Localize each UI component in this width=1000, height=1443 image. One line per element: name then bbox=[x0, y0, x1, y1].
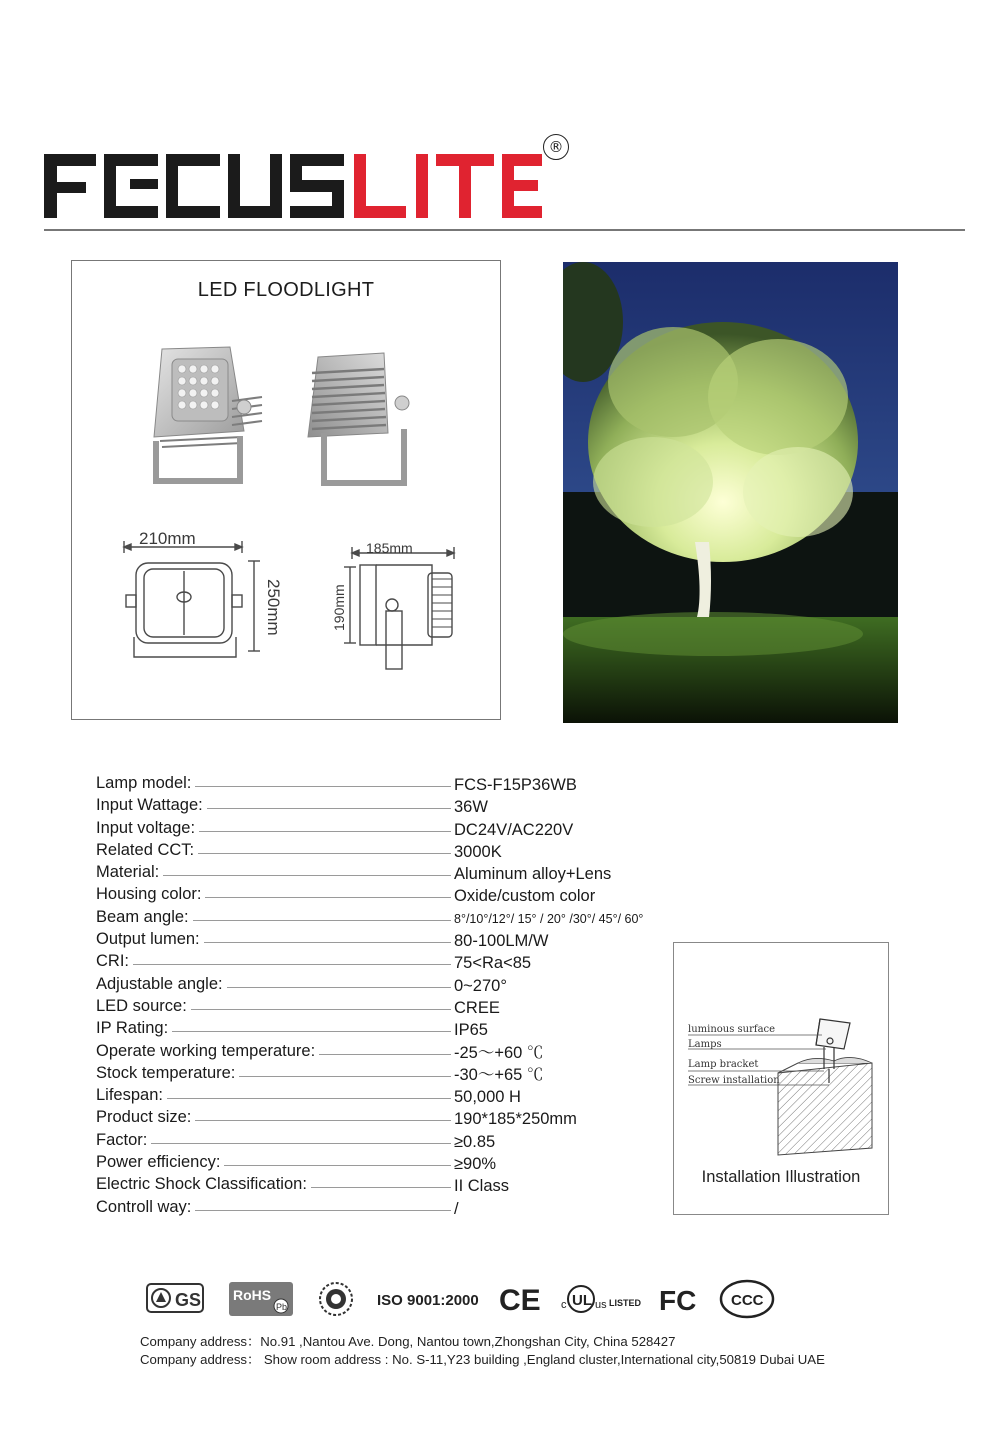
spec-label: CRI: bbox=[96, 950, 129, 972]
spec-label: LED source: bbox=[96, 995, 187, 1017]
spec-leader-line bbox=[163, 875, 451, 876]
label-luminous-surface: luminous surface bbox=[688, 1024, 776, 1035]
spec-label: Related CCT: bbox=[96, 839, 194, 861]
svg-text:GS: GS bbox=[175, 1290, 202, 1310]
spec-row bbox=[96, 772, 696, 794]
spec-label: Controll way: bbox=[96, 1196, 191, 1218]
spec-label: Electric Shock Classification: bbox=[96, 1173, 307, 1195]
installation-drawing bbox=[674, 943, 890, 1173]
spec-leader-line bbox=[199, 831, 451, 832]
rohs-label: RoHS bbox=[233, 1287, 272, 1303]
spec-leader-line bbox=[172, 1031, 451, 1032]
spec-row bbox=[96, 883, 696, 905]
spec-label: Input Wattage: bbox=[96, 794, 203, 816]
front-height-label: 250mm bbox=[264, 579, 283, 636]
spec-label: Adjustable angle: bbox=[96, 973, 223, 995]
ul-listed-label: LISTED bbox=[609, 1298, 642, 1308]
address-line-showroom: Company address： Show room address : No. S-11,Y23 building ,England cluster,International city,50819 Dubai UAE bbox=[140, 1352, 825, 1367]
front-width-label: 210mm bbox=[139, 529, 196, 548]
spec-value: Aluminum alloy+Lens bbox=[454, 865, 612, 884]
concrete-block bbox=[778, 1057, 872, 1155]
spec-leader-line bbox=[193, 920, 451, 921]
spec-value: 0~270° bbox=[454, 976, 507, 995]
spec-leader-line bbox=[195, 786, 451, 787]
spec-value: IP65 bbox=[454, 1021, 488, 1040]
spec-value: 80-100LM/W bbox=[454, 932, 549, 951]
spec-row bbox=[96, 995, 696, 1017]
installation-caption: Installation Illustration bbox=[701, 1168, 861, 1186]
spec-row bbox=[96, 950, 696, 972]
spec-row bbox=[96, 1196, 696, 1218]
spec-label: Beam angle: bbox=[96, 906, 189, 928]
spec-leader-line bbox=[204, 942, 451, 943]
registered-mark: ® bbox=[543, 134, 569, 160]
spec-row bbox=[96, 1040, 696, 1062]
spec-leader-line bbox=[151, 1143, 451, 1144]
spec-label: Lamp model: bbox=[96, 772, 191, 794]
spec-leader-line bbox=[319, 1054, 451, 1055]
spec-leader-line bbox=[227, 987, 451, 988]
rohs-mark-icon bbox=[229, 1282, 293, 1316]
spec-row bbox=[96, 817, 696, 839]
spec-row bbox=[96, 839, 696, 861]
ccc-label: CCC bbox=[731, 1292, 764, 1309]
rohs-pb-label: Pb bbox=[276, 1302, 288, 1312]
spec-value: II Class bbox=[454, 1177, 510, 1196]
spec-leader-line bbox=[311, 1187, 451, 1188]
panel-title: LED FLOODLIGHT bbox=[197, 279, 375, 301]
spec-label: Power efficiency: bbox=[96, 1151, 220, 1173]
fc-mark-icon: FC bbox=[659, 1285, 697, 1316]
spec-row bbox=[96, 1129, 696, 1151]
spec-row bbox=[96, 861, 696, 883]
spec-value: FCS-F15P36WB bbox=[454, 776, 577, 794]
spec-row bbox=[96, 794, 696, 816]
spec-leader-line bbox=[133, 964, 451, 965]
spec-value: Oxide/custom color bbox=[454, 887, 596, 906]
header-divider bbox=[44, 229, 965, 231]
spec-row bbox=[96, 1173, 696, 1195]
spec-leader-line bbox=[205, 897, 451, 898]
ul-listed-icon bbox=[561, 1286, 642, 1312]
front-dimension-drawing bbox=[124, 541, 260, 657]
application-photo bbox=[563, 262, 898, 723]
spec-row bbox=[96, 1084, 696, 1106]
side-dimension-drawing bbox=[344, 547, 454, 669]
spec-label: Operate working temperature: bbox=[96, 1040, 315, 1062]
spec-value: CREE bbox=[454, 998, 500, 1017]
spec-leader-line bbox=[239, 1076, 451, 1077]
ce-mark-icon: CE bbox=[499, 1284, 541, 1317]
ul-label: UL bbox=[572, 1292, 592, 1309]
label-lamps: Lamps bbox=[688, 1039, 722, 1050]
ccc-mark-icon bbox=[721, 1281, 773, 1317]
ul-us-label: us bbox=[595, 1299, 607, 1311]
spec-row bbox=[96, 973, 696, 995]
spec-value: -25～+60 ℃ bbox=[454, 1043, 544, 1062]
spec-leader-line bbox=[167, 1098, 451, 1099]
side-height-label: 190mm bbox=[331, 584, 347, 631]
spec-label: IP Rating: bbox=[96, 1017, 168, 1039]
label-lamp-bracket: Lamp bracket bbox=[688, 1059, 759, 1070]
focuslite-logo-mark bbox=[44, 150, 564, 225]
spec-label: Housing color: bbox=[96, 883, 201, 905]
spec-value: / bbox=[454, 1199, 459, 1218]
spec-label: Factor: bbox=[96, 1129, 147, 1151]
spec-value: DC24V/AC220V bbox=[454, 820, 574, 839]
spec-label: Lifespan: bbox=[96, 1084, 163, 1106]
spec-label: Product size: bbox=[96, 1106, 191, 1128]
company-address-footer bbox=[140, 1333, 880, 1369]
spec-leader-line bbox=[191, 1009, 451, 1010]
spec-value: -30～+65 ℃ bbox=[454, 1065, 544, 1084]
spec-value: 36W bbox=[454, 798, 488, 817]
spec-label: Input voltage: bbox=[96, 817, 195, 839]
spec-row bbox=[96, 1106, 696, 1128]
spec-value: ≥0.85 bbox=[454, 1132, 496, 1151]
spec-leader-line bbox=[198, 853, 451, 854]
spec-row bbox=[96, 1151, 696, 1173]
certification-logos bbox=[143, 1278, 783, 1320]
installation-illustration bbox=[673, 942, 889, 1215]
spec-row bbox=[96, 1017, 696, 1039]
cqc-seal-icon bbox=[320, 1283, 352, 1315]
spec-leader-line bbox=[195, 1120, 451, 1121]
lamp-back-render bbox=[308, 353, 409, 483]
spec-row bbox=[96, 1062, 696, 1084]
spec-value: 50,000 H bbox=[454, 1088, 521, 1107]
spec-value: 190*185*250mm bbox=[454, 1110, 577, 1129]
iso-9001-label: ISO 9001:2000 bbox=[377, 1292, 479, 1309]
spec-label: Material: bbox=[96, 861, 159, 883]
spec-value: 75<Ra<85 bbox=[454, 954, 532, 973]
spec-value: ≥90% bbox=[454, 1155, 497, 1174]
spec-value: 3000K bbox=[454, 842, 502, 861]
ul-c-label: c bbox=[561, 1299, 567, 1311]
address-line-factory: Company address：No.91 ,Nantou Ave. Dong, Nantou town,Zhongshan City, China 528427 bbox=[140, 1334, 676, 1349]
label-screw-installation: Screw installation bbox=[688, 1075, 780, 1086]
spec-leader-line bbox=[195, 1210, 451, 1211]
spec-value: 8°/10°/12°/ 15° / 20° /30°/ 45°/ 60° bbox=[454, 911, 644, 926]
spec-label: Stock temperature: bbox=[96, 1062, 235, 1084]
brand-logo bbox=[44, 150, 564, 225]
product-drawings bbox=[72, 261, 502, 721]
specifications-table bbox=[96, 772, 696, 1218]
tree-uplight-photo bbox=[563, 262, 898, 723]
spec-row bbox=[96, 928, 696, 950]
spec-row bbox=[96, 906, 696, 928]
spec-label: Output lumen: bbox=[96, 928, 200, 950]
spec-leader-line bbox=[224, 1165, 451, 1166]
spec-leader-line bbox=[207, 808, 451, 809]
gs-mark-icon bbox=[147, 1284, 203, 1312]
side-depth-label: 185mm bbox=[366, 540, 413, 556]
product-drawing-panel bbox=[71, 260, 501, 720]
lamp-front-render bbox=[154, 347, 262, 481]
